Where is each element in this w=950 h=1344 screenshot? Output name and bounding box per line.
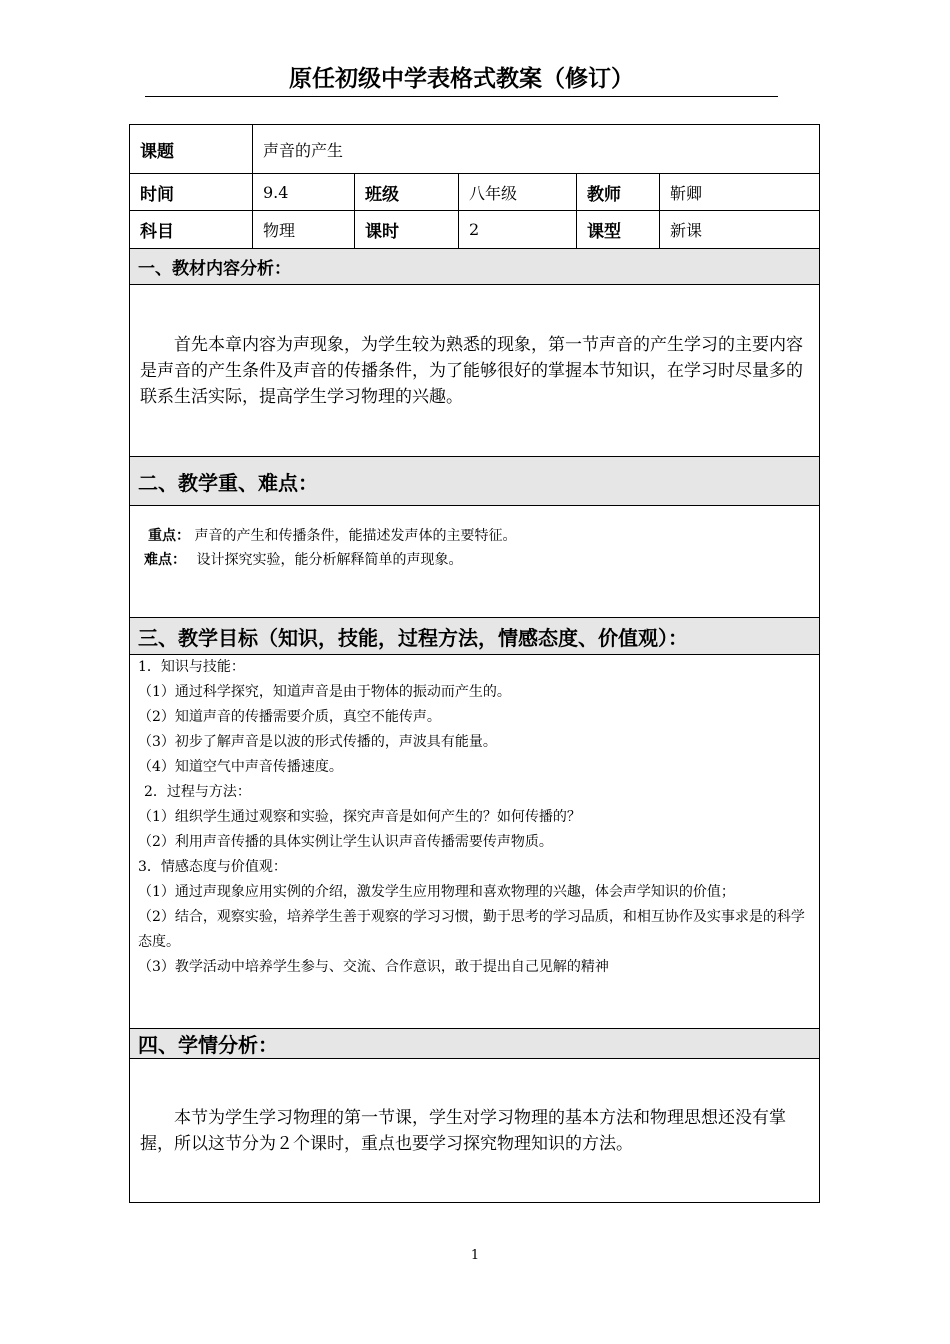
type-label: 课型 — [577, 211, 660, 249]
objective-line: 3．情感态度与价值观： — [138, 859, 287, 875]
page-number: 1 — [470, 1248, 480, 1263]
class-value: 八年级 — [459, 174, 577, 211]
key-point-line — [140, 524, 809, 548]
topic-label: 课题 — [130, 125, 253, 174]
teacher-label: 教师 — [577, 174, 660, 211]
objective-line: （2）知道声音的传播需要介质，真空不能传声。 — [138, 709, 441, 725]
section-3-title: 三、教学目标（知识，技能，过程方法，情感态度、价值观）： — [138, 625, 688, 650]
section-4-body — [130, 1059, 820, 1203]
difficulty-label: 难点： — [144, 552, 186, 568]
section-2-body — [130, 506, 820, 618]
hours-value: 2 — [459, 211, 577, 249]
section-1-body — [130, 285, 820, 457]
time-row — [130, 174, 820, 211]
time-label: 时间 — [130, 174, 253, 211]
objective-line: （2）利用声音传播的具体实例让学生认识声音传播需要传声物质。 — [138, 834, 553, 850]
objective-line: （2）结合，观察实验，培养学生善于观察的学习习惯，勤于思考的学习品质，和相互协作及实事求是的科学态度。 — [138, 909, 805, 950]
difficulty-text: 设计探究实验，能分析解释简单的声现象。 — [196, 552, 463, 568]
type-value: 新课 — [660, 211, 820, 249]
section-1-title: 一、教材内容分析： — [138, 259, 291, 279]
difficulty-line — [140, 548, 809, 572]
section-2-title: 二、教学重、难点： — [138, 470, 318, 495]
section-2-header — [130, 457, 820, 506]
section-4-text: 本节为学生学习物理的第一节课，学生对学习物理的基本方法和物理思想还没有掌握，所以这节分为２个课时，重点也要学习探究物理知识的方法。 — [140, 1107, 786, 1154]
hours-label: 课时 — [355, 211, 459, 249]
section-1-header — [130, 249, 820, 285]
key-point-text: 声音的产生和传播条件，能描述发声体的主要特征。 — [194, 528, 517, 544]
objective-line: （3）教学活动中培养学生参与、交流、合作意识，敢于提出自己见解的精神 — [138, 959, 609, 975]
objective-line: 1．知识与技能： — [138, 659, 245, 675]
teacher-value: 靳卿 — [660, 174, 820, 211]
lesson-plan-table — [129, 124, 820, 1203]
objective-line: （1）组织学生通过观察和实验，探究声音是如何产生的？如何传播的？ — [138, 809, 581, 825]
objective-line: （3）初步了解声音是以波的形式传播的，声波具有能量。 — [138, 734, 497, 750]
time-value: 9.4 — [253, 174, 355, 211]
section-1-text: 首先本章内容为声现象，为学生较为熟悉的现象，第一节声音的产生学习的主要内容是声音的产生条件及声音的传播条件，为了能够很好的掌握本节知识，在学习时尽量多的联系生活实际，提高学生学习物理的兴趣。 — [140, 334, 803, 407]
subject-label: 科目 — [130, 211, 253, 249]
key-point-label: 重点： — [148, 528, 190, 544]
subject-row — [130, 211, 820, 249]
objective-line: 2．过程与方法： — [144, 784, 251, 800]
objective-line: （4）知道空气中声音传播速度。 — [138, 759, 343, 775]
subject-value: 物理 — [253, 211, 355, 249]
section-4-title: 四、学情分析： — [138, 1033, 278, 1057]
section-3-header — [130, 618, 820, 655]
section-3-body — [130, 655, 820, 1029]
document-title: 原任初级中学表格式教案（修订） — [145, 64, 778, 97]
class-label: 班级 — [355, 174, 459, 211]
topic-value: 声音的产生 — [253, 125, 820, 174]
objective-line: （1）通过声现象应用实例的介绍，激发学生应用物理和喜欢物理的兴趣，体会声学知识的价值； — [138, 884, 735, 900]
topic-row — [130, 125, 820, 174]
objective-line: （1）通过科学探究，知道声音是由于物体的振动而产生的。 — [138, 684, 511, 700]
section-4-header — [130, 1029, 820, 1059]
